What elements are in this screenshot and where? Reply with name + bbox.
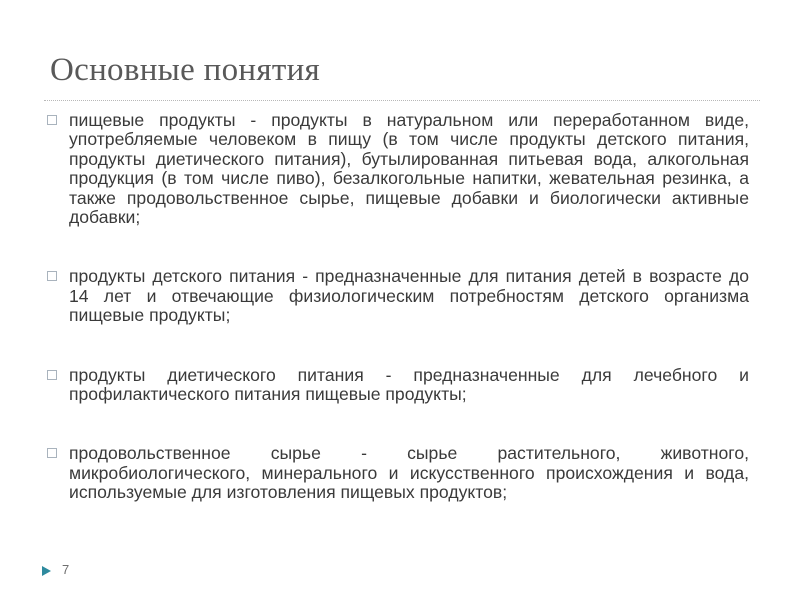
bullet-item [44,444,749,502]
bullet-item [44,267,749,325]
title-divider [44,100,760,101]
bullet-text: продукты диетического питания - предназначенные для лечебного и профилактического питания пищевые продукты; [69,364,749,405]
page-number: 7 [62,562,70,577]
bullet-list [44,111,749,503]
square-bullet-icon [46,369,58,381]
bullet-text: продукты детского питания - предназначенные для питания детей в возрасте до 14 лет и отвечающие физиологическим потребностям детского организма пищевые продукты; [69,266,749,326]
slide-title: Основные понятия [50,52,321,88]
bullet-item [44,366,749,405]
square-bullet-icon [46,114,58,126]
bullet-text: пищевые продукты - продукты в натуральном или переработанном виде, употребляемые человеком в пищу (в том числе продукты детского питания, продукты диетического питания), бутылированная питьевая вода, алкогольная продукция (в том числе пиво), безалкогольные напитки, жевательная резинка, а также продовольственное сырье, пищевые добавки и биологически активные добавки; [69,110,749,228]
square-bullet-icon [46,447,58,459]
bullet-text: продовольственное сырье - сырье растительного, животного, микробиологического, минерального и искусственного происхождения и вода, используемые для изготовления пищевых продуктов; [69,443,749,503]
square-bullet-icon [46,270,58,282]
triangle-arrow-icon [41,565,52,577]
bullet-item [44,111,749,227]
